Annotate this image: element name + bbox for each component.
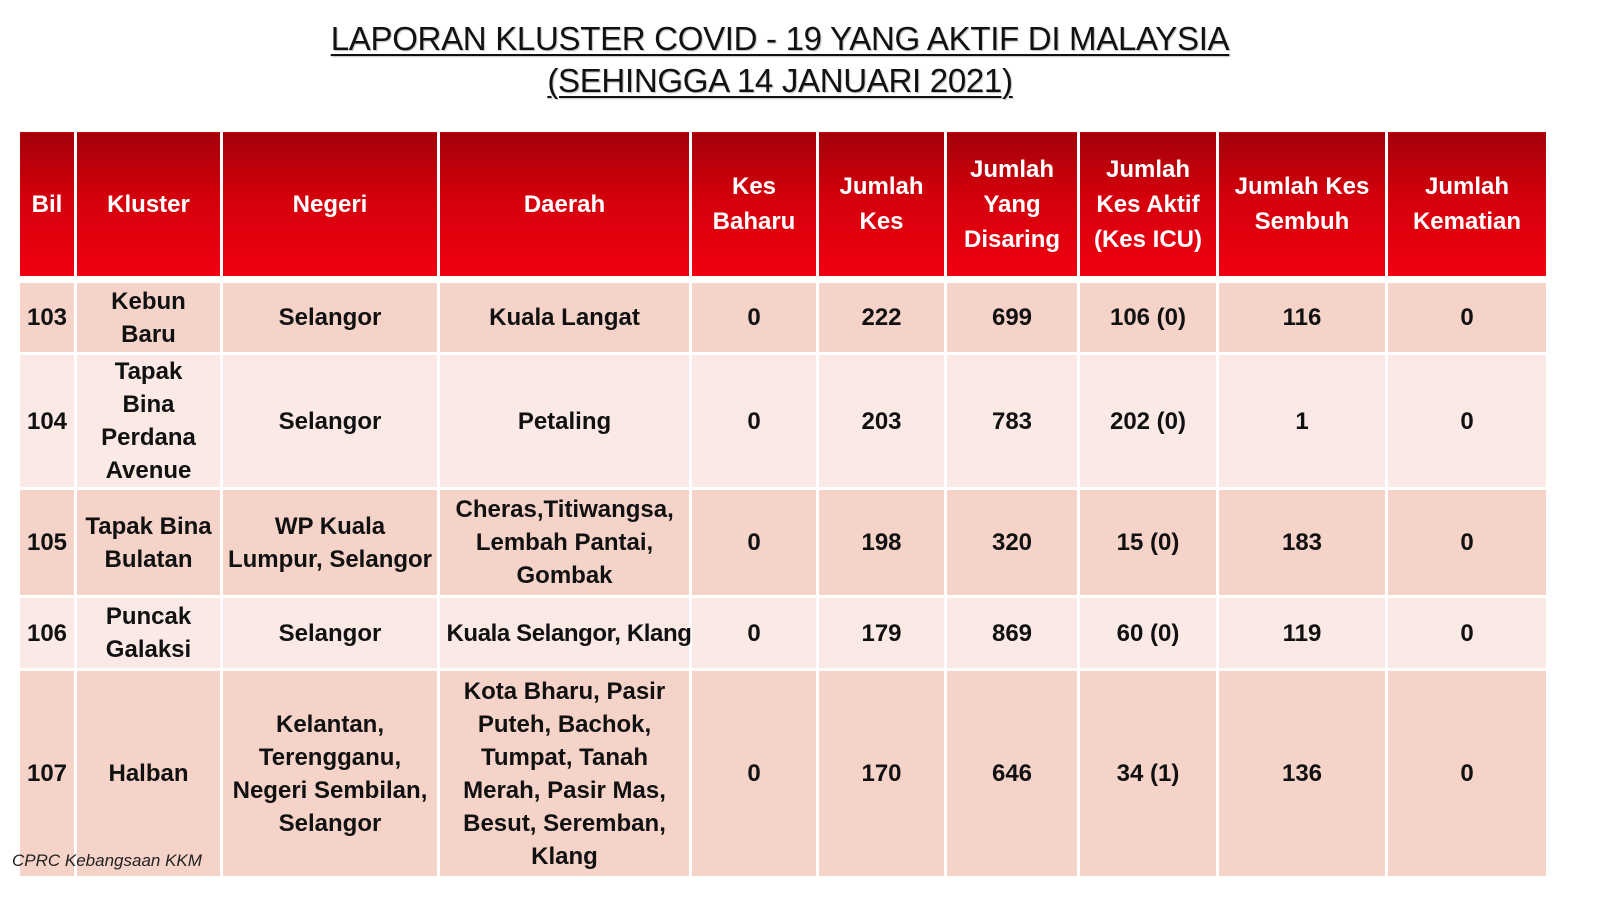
cell-jumlah-sembuh: 183 [1218,489,1387,597]
cell-bil: 104 [19,354,76,489]
cell-jumlah-kematian: 0 [1387,489,1548,597]
cell-kes-baharu: 0 [691,670,818,878]
cell-jumlah-disaring: 699 [946,282,1079,354]
cell-daerah: Petaling [439,354,691,489]
cell-bil: 107 [19,670,76,878]
cell-jumlah-sembuh: 119 [1218,597,1387,670]
table-row [19,489,1548,597]
header-bil: Bil [19,131,76,278]
header-jumlah-disaring: Jumlah Yang Disaring [946,131,1079,278]
cell-jumlah-kes: 222 [818,282,946,354]
cell-jumlah-aktif: 15 (0) [1079,489,1218,597]
cell-jumlah-kematian: 0 [1387,670,1548,878]
cell-kes-baharu: 0 [691,597,818,670]
cell-jumlah-aktif: 106 (0) [1079,282,1218,354]
cell-daerah: Cheras,Titiwangsa, Lembah Pantai, Gombak [439,489,691,597]
cell-kes-baharu: 0 [691,282,818,354]
cell-negeri: Selangor [222,354,439,489]
cell-kluster: Halban [76,670,222,878]
report-title-line-2: (SEHINGGA 14 JANUARI 2021) [547,62,1013,99]
header-negeri: Negeri [222,131,439,278]
cell-kes-baharu: 0 [691,489,818,597]
cell-jumlah-disaring: 646 [946,670,1079,878]
cell-kluster: Tapak Bina Bulatan [76,489,222,597]
cell-jumlah-sembuh: 116 [1218,282,1387,354]
cell-kluster: Tapak Bina Perdana Avenue [76,354,222,489]
header-daerah: Daerah [439,131,691,278]
report-title [0,18,1560,102]
cell-jumlah-aktif: 34 (1) [1079,670,1218,878]
cell-bil: 103 [19,282,76,354]
table-row [19,354,1548,489]
header-jumlah-kematian: Jumlah Kematian [1387,131,1548,278]
cell-jumlah-disaring: 783 [946,354,1079,489]
cell-jumlah-sembuh: 1 [1218,354,1387,489]
cell-jumlah-kes: 203 [818,354,946,489]
cell-jumlah-disaring: 869 [946,597,1079,670]
cell-jumlah-disaring: 320 [946,489,1079,597]
table-row [19,670,1548,878]
cell-jumlah-aktif: 60 (0) [1079,597,1218,670]
cell-jumlah-kematian: 0 [1387,354,1548,489]
cell-bil: 106 [19,597,76,670]
cell-negeri: WP Kuala Lumpur, Selangor [222,489,439,597]
cell-jumlah-kes: 198 [818,489,946,597]
cell-kluster: Kebun Baru [76,282,222,354]
cluster-table [17,129,1549,879]
cell-jumlah-kes: 179 [818,597,946,670]
cell-jumlah-sembuh: 136 [1218,670,1387,878]
cell-jumlah-aktif: 202 (0) [1079,354,1218,489]
cell-bil: 105 [19,489,76,597]
header-jumlah-kes: Jumlah Kes [818,131,946,278]
header-kluster: Kluster [76,131,222,278]
cell-kes-baharu: 0 [691,354,818,489]
cell-jumlah-kematian: 0 [1387,597,1548,670]
header-jumlah-aktif: Jumlah Kes Aktif (Kes ICU) [1079,131,1218,278]
table-row [19,597,1548,670]
cell-negeri: Kelantan, Terengganu, Negeri Sembilan, Selangor [222,670,439,878]
table-header-row [19,131,1548,278]
cell-jumlah-kematian: 0 [1387,282,1548,354]
cell-jumlah-kes: 170 [818,670,946,878]
cell-negeri: Selangor [222,597,439,670]
cell-negeri: Selangor [222,282,439,354]
table-row [19,282,1548,354]
cell-daerah: Kota Bharu, Pasir Puteh, Bachok, Tumpat, Tanah Merah, Pasir Mas, Besut, Seremban, Klang [439,670,691,878]
header-jumlah-sembuh: Jumlah Kes Sembuh [1218,131,1387,278]
source-note: CPRC Kebangsaan KKM [12,851,202,870]
report-title-line-1: LAPORAN KLUSTER COVID - 19 YANG AKTIF DI MALAYSIA [330,20,1230,57]
cell-daerah: Kuala Selangor, Klang [439,597,691,670]
cell-daerah: Kuala Langat [439,282,691,354]
header-kes-baharu: Kes Baharu [691,131,818,278]
cell-kluster: Puncak Galaksi [76,597,222,670]
